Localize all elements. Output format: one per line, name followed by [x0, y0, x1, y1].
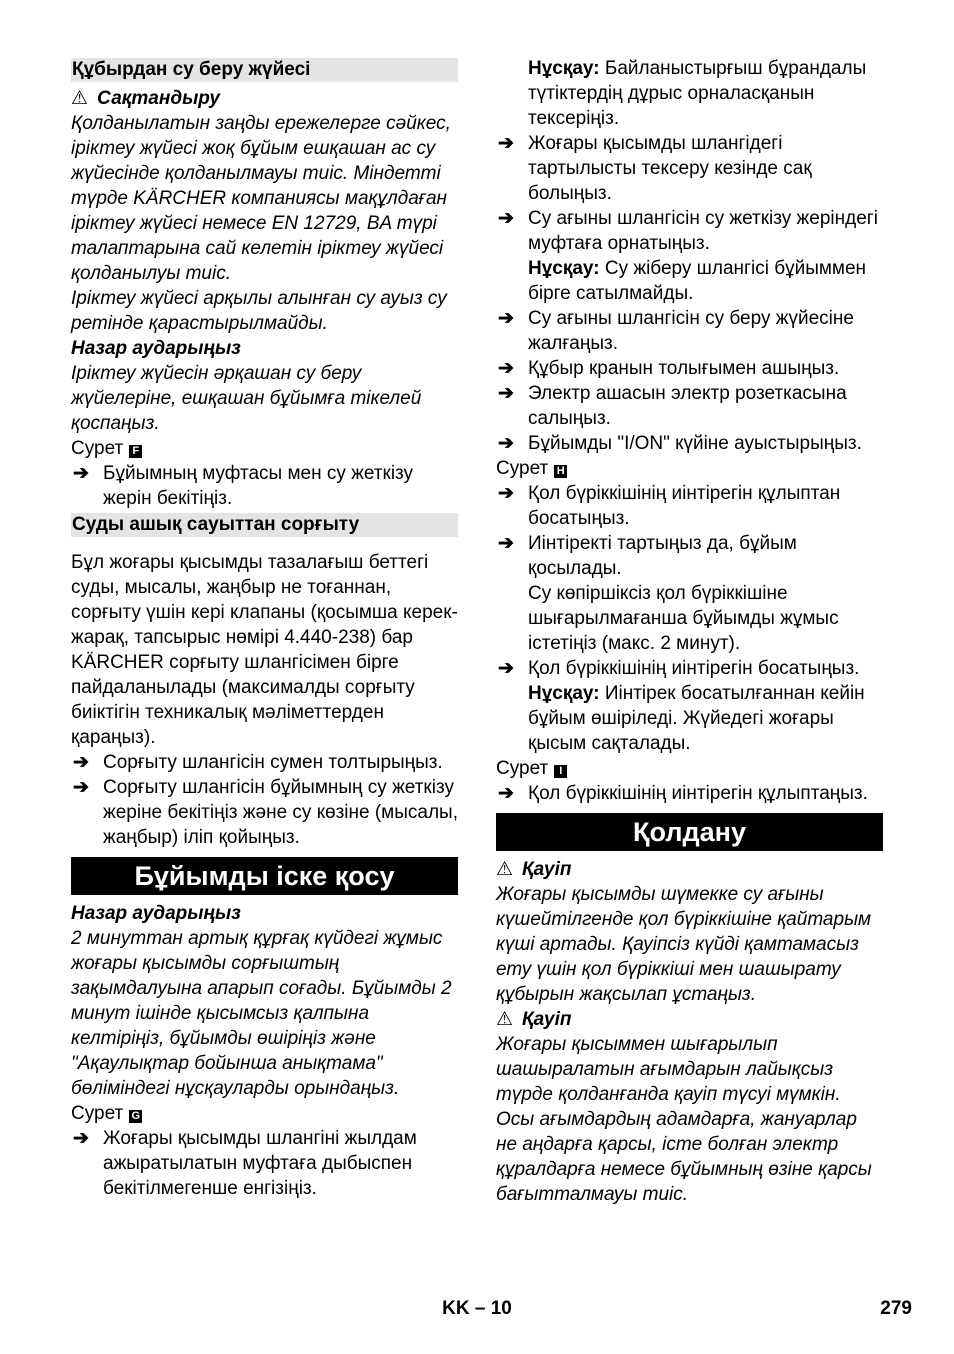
arrow-right-icon: ➔ [498, 658, 514, 679]
suction-text: Бұл жоғары қысымды тазалағыш беттегі суды, мысалы, жаңбыр не тоғаннан, сорғыту үшін кері клапаны (қосымша керек-жарақ, тапсырыс нөмірі 4.440-238) бар KÄRCHER сорғыту шлангісімен бірге пайдаланылады (максималды сорғыту биіктігін техникалық мәліметтерден қараңыз). [71, 552, 458, 748]
arrow-right-icon: ➔ [498, 383, 514, 404]
list-item: ➔ Жоғары қысымды шлангідегі тартылысты тексеру кезінде сақ болыңыз. [498, 133, 812, 204]
figure-h-icon: H [554, 465, 567, 478]
list-item: ➔ Бұйымның муфтасы мен су жеткізу жерін бекітіңіз. [73, 463, 414, 509]
operation-section-bar: Қолдану [496, 813, 883, 851]
arrow-right-icon: ➔ [73, 777, 89, 798]
footer-section-label: KK – 10 [442, 1298, 512, 1319]
list-item: ➔ Иінтіректі тартыңыз да, бұйым қосылады. [498, 533, 797, 579]
arrow-right-icon: ➔ [498, 208, 514, 229]
warning-triangle-icon: ⚠ [496, 859, 514, 880]
note-1: Нұсқау: Байланыстырғыш бұрандалы түтіктердің дұрыс орналасқанын тексеріңіз. [528, 58, 867, 129]
list-item: ➔ Су ағыны шлангісін су жеткізу жеріндегі муфтаға орнатыңыз. [498, 208, 878, 254]
danger-text-2: Жоғары қысыммен шығарылып шашыралатын ағымдарын лайықсыз түрде қолданғанда қауіп түсуі мүмкін. Осы ағымдардың адамдарға, жануарлар не аңдарға қарсы, істе болған электр құралдарға немесе бұйымның өзіне қарсы бағытталмауы тиіс. [496, 1034, 872, 1205]
warning-text-2: Іріктеу жүйесі арқылы алынған су ауыз су ретінде қарастырылмайды. [71, 288, 447, 334]
arrow-right-icon: ➔ [73, 752, 89, 773]
figure-ref-f: Сурет F [71, 436, 458, 461]
arrow-right-icon: ➔ [498, 533, 514, 554]
step8-continuation: Су көпіршіксіз қол бүріккішіне шығарылмағанша бұйымды жұмыс істетіңіз (макс. 2 минут). [528, 583, 839, 654]
figure-ref-h: Сурет H [496, 456, 883, 481]
attention-text-2: 2 минуттан артық құрғақ күйдегі жұмыс жоғары қысымды сорғыштың зақымдалуына апарып соғады. Бұйымды 2 минут ішінде қысымсыз қалпына келтіріңіз, бұйымды өшіріңіз және "Ақаулықтар бойынша анықтама" бөліміндегі нұсқауларды орындаңыз. [71, 928, 452, 1099]
danger-heading-2: ⚠ Қауіп [496, 1009, 572, 1030]
list-item: ➔ Сорғыту шлангісін бұйымның су жеткізу жеріне бекітіңіз және су көзіне (мысалы, жаңбыр) іліп қойыңыз. [73, 777, 458, 848]
attention-heading-2: Назар аударыңыз [71, 903, 241, 924]
page-number: 279 [880, 1298, 912, 1319]
warning-heading: ⚠ Сақтандыру [71, 88, 220, 109]
arrow-right-icon: ➔ [73, 463, 89, 484]
arrow-right-icon: ➔ [498, 308, 514, 329]
startup-section-bar: Бұйымды іске қосу [71, 857, 458, 895]
right-column [496, 56, 883, 1207]
note-2: Нұсқау: Су жіберу шлангісі бұйыммен бірге сатылмайды. [528, 258, 867, 304]
figure-ref-g: Сурет G [71, 1101, 458, 1126]
list-item: ➔ Қол бүріккішінің иінтірегін босатыңыз. [498, 658, 860, 679]
note-3: Нұсқау: Иінтірек босатылғаннан кейін бұйым өшіріледі. Жүйедегі жоғары қысым сақталады. [528, 683, 865, 754]
figure-g-icon: G [129, 1110, 142, 1123]
figure-f-icon: F [129, 445, 142, 458]
suction-heading: Суды ашық сауыттан сорғыту [71, 513, 458, 537]
list-item: ➔ Электр ашасын электр розеткасына салыңыз. [498, 383, 847, 429]
list-item: ➔ Сорғыту шлангісін сумен толтырыңыз. [73, 752, 443, 773]
figure-ref-i: Сурет I [496, 756, 883, 781]
warning-triangle-icon: ⚠ [496, 1009, 514, 1030]
arrow-right-icon: ➔ [498, 783, 514, 804]
water-supply-heading: Құбырдан су беру жүйесі [71, 58, 458, 82]
arrow-right-icon: ➔ [498, 433, 514, 454]
list-item: ➔ Құбыр кранын толығымен ашыңыз. [498, 358, 840, 379]
list-item: ➔ Су ағыны шлангісін су беру жүйесіне жалғаңыз. [498, 308, 854, 354]
attention-heading: Назар аударыңыз [71, 338, 241, 359]
arrow-right-icon: ➔ [73, 1128, 89, 1149]
arrow-right-icon: ➔ [498, 483, 514, 504]
warning-triangle-icon: ⚠ [71, 88, 89, 109]
list-item: ➔ Бұйымды "I/ON" күйіне ауыстырыңыз. [498, 433, 862, 454]
arrow-right-icon: ➔ [498, 358, 514, 379]
list-item: ➔ Қол бүріккішінің иінтірегін құлыптан босатыңыз. [498, 483, 841, 529]
attention-text: Іріктеу жүйесін әрқашан су беру жүйелеріне, ешқашан бұйымға тікелей қоспаңыз. [71, 363, 422, 434]
list-item: ➔ Қол бүріккішінің иінтірегін құлыптаңыз. [498, 783, 868, 804]
danger-text-1: Жоғары қысымды шүмекке су ағыны күшейтілгенде қол бүріккішіне қайтарым күші артады. Қауіпсіз күйді қамтамасыз ету үшін қол бүріккіші мен шашырату құбырын жақсылап ұстаңыз. [496, 884, 872, 1005]
left-column [71, 56, 458, 1201]
figure-i-icon: I [554, 765, 567, 778]
warning-text: Қолданылатын заңды ережелерге сәйкес, іріктеу жүйесі жоқ бұйым ешқашан ас су жүйесінде қолданылмауы тиіс. Міндетті түрде KÄRCHER компаниясы мақұлдаған іріктеу жүйесі немесе EN 12729, BA түрі талаптарына сай келетін іріктеу жүйесі қолданылуы тиіс. [71, 113, 451, 284]
danger-heading-1: ⚠ Қауіп [496, 859, 572, 880]
list-item: ➔ Жоғары қысымды шлангіні жылдам ажыратылатын муфтаға дыбыспен бекітілмегенше енгізіңіз. [73, 1128, 417, 1199]
arrow-right-icon: ➔ [498, 133, 514, 154]
